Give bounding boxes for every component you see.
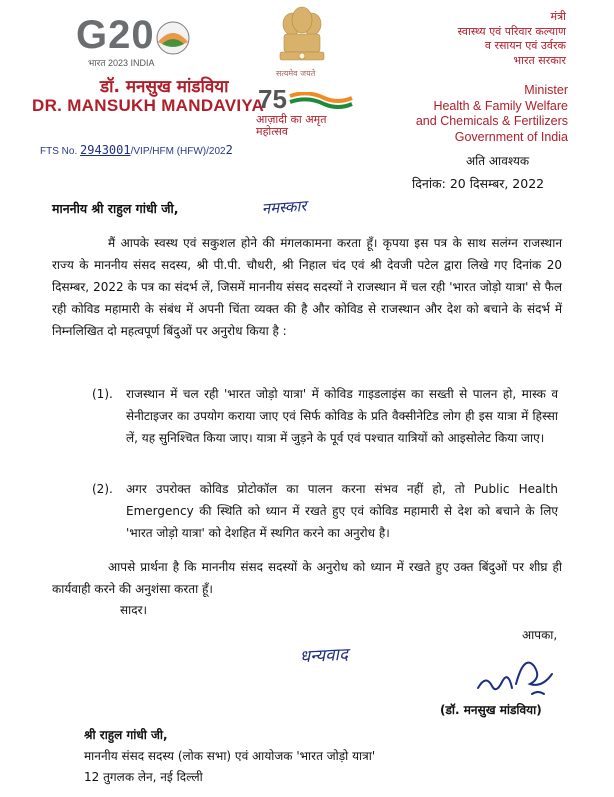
urgent-label: अति आवश्यक <box>466 154 530 168</box>
paragraph-1: मैं आपके स्वस्थ एवं सकुशल होने की मंगलकामना करता हूँ। कृपया इस पत्र के साथ सलंग्न राजस्थान राज्य के माननीय संसद सदस्य, श्री पी.पी. चौधरी, श्री निहाल चंद एवं श्री देवजी पटेल द्वारा लिखे गए दिनांक 20 दिसम्बर, 2022 के पत्र का संदर्भ लें, जिसमें माननीय संसद सदस्यों ने राजस्थान में चल रही 'भारत जोड़ो यात्रा' से फैल रही कोविड महामारी के संबंध में अपनी चिंता व्यक्त की है और कोविड से राजस्थान और देश को बचाने के संदर्भ में निम्नलिखित दो महत्वपूर्ण बिंदुओं पर अनुरोध किया है : <box>52 236 562 338</box>
signatory-name: (डॉ. मनसुख मांडविया) <box>440 703 542 717</box>
fts-number: 2943001 <box>80 143 131 157</box>
addressee-line: 12 तुगलक लेन, नई दिल्ली <box>84 770 203 784</box>
closing: सादर। <box>120 603 148 617</box>
minister-name-hindi: डॉ. मनसुख मांडविया <box>100 77 229 97</box>
ministry-english-line: Government of India <box>454 129 568 144</box>
yours-line: आपका, <box>522 628 558 642</box>
point-number: (2). <box>92 482 113 496</box>
ministry-english-line: Health & Family Welfare <box>433 98 568 113</box>
ministry-hindi-line: स्वास्थ्य एवं परिवार कल्याण <box>457 24 566 38</box>
greeting-handwritten: नमस्कार <box>261 196 308 218</box>
national-emblem-icon <box>270 4 334 78</box>
azadi-ka-amrit-mahotsav-logo <box>252 84 362 144</box>
g20-logo <box>76 14 155 56</box>
ministry-hindi-line: व रसायन एवं उर्वरक <box>484 39 566 52</box>
point-text: अगर उपरोक्त कोविड प्रोटोकॉल का पालन करना संभव नहीं हो, तो Public Health Emergency की स्थिति को ध्यान में रखते हुए एवं कोविड महामारी से देश को बचाने के लिए 'भारत जोड़ो यात्रा' को देशहित में स्थगित करने का अनुरोध है। <box>126 482 558 540</box>
azadi-number: 75 <box>258 84 287 114</box>
ministry-hindi-line: भारत सरकार <box>513 53 566 67</box>
letter-date: दिनांक: 20 दिसम्बर, 2022 <box>412 176 545 191</box>
azadi-text: आज़ादी का अमृत महोत्सव <box>256 113 327 138</box>
lotus-globe-icon <box>150 20 196 56</box>
fts-year-hand: 2 <box>225 143 233 157</box>
ministry-hindi-line: मंत्री <box>550 10 566 23</box>
fts-reference <box>40 143 233 157</box>
salutation: माननीय श्री राहुल गांधी जी, <box>52 201 179 216</box>
g20-mark: G20 <box>76 13 155 57</box>
ministry-english-line: and Chemicals & Fertilizers <box>415 114 568 128</box>
ministry-hindi-block <box>356 10 566 68</box>
paragraph-2: आपसे प्रार्थना है कि माननीय संसद सदस्यों के अनुरोध को ध्यान में रखते हुए उक्त बिंदुओं पर शीघ्र ही कार्यवाही करने की अनुशंसा करता हूँ। <box>52 560 562 596</box>
addressee-line: माननीय संसद सदस्य (लोक सभा) एवं आयोजक 'भारत जोड़ो यात्रा' <box>84 749 376 763</box>
addressee-name: श्री राहुल गांधी जी, <box>84 728 168 742</box>
thanks-handwritten: धन्यवाद <box>299 644 349 668</box>
fts-label: FTS No. <box>40 146 78 157</box>
point-text: राजस्थान में चल रही 'भारत जोड़ो यात्रा' में कोविड गाइडलाइंस का सख्ती से पालन हो, मास्क व सेनीटाइजर का उपयोग कराया जाए एवं सिर्फ कोविड के प्रति वैक्सीनेटिड लोग ही इस यात्रा में हिस्सा लें, यह सुनिश्चित किया जाए। यात्रा में जुड़ने के पूर्व एवं पश्चात यात्रियों को आइसोलेट किया जाए। <box>126 387 558 445</box>
emblem-caption: सत्यमेव जयते <box>276 69 316 78</box>
g20-subtitle: भारत 2023 INDIA <box>88 58 155 68</box>
fts-suffix: /VIP/HFM (HFW)/202 <box>130 146 226 157</box>
signature-image <box>472 644 562 704</box>
minister-name-english: DR. MANSUKH MANDAVIYA <box>32 96 265 115</box>
ministry-english-block <box>348 83 568 145</box>
point-number: (1). <box>92 387 113 401</box>
flag-wave-icon <box>288 92 354 110</box>
ministry-english-line: Minister <box>524 83 568 97</box>
